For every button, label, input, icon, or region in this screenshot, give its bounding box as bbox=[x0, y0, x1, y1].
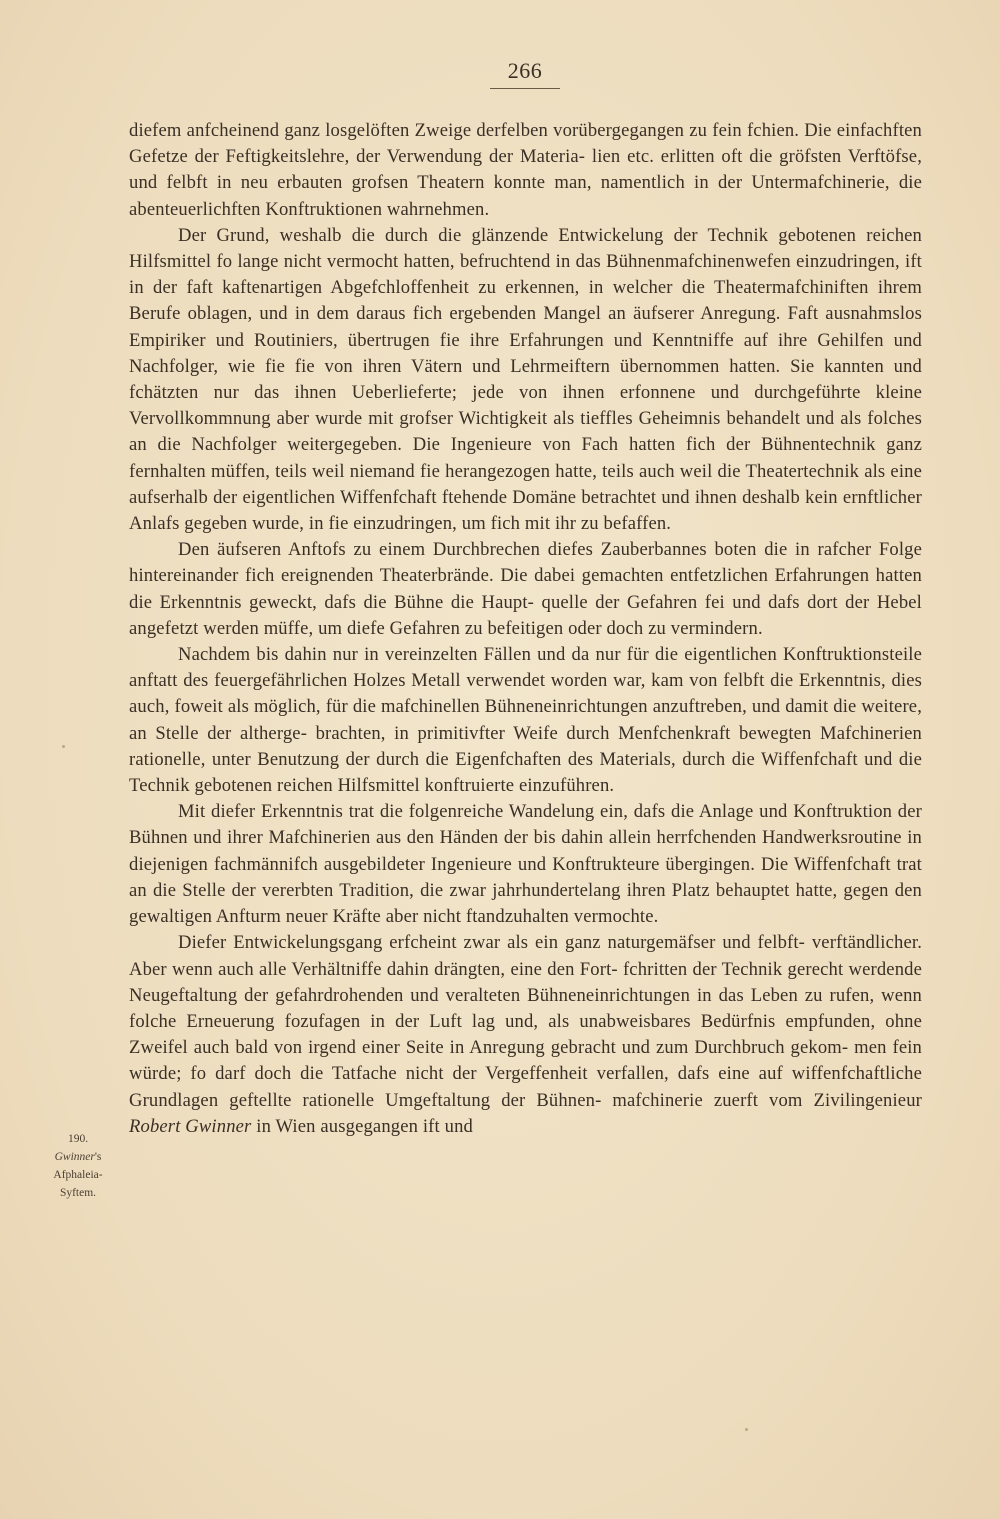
paragraph-4: Nachdem bis dahin nur in vereinzelten Fällen und da nur für die eigentlichen Konftruktionsteile anftatt des feuergefährlichen Holzes Metall verwendet worden war, kam von felbft die Erkenntnis, dies auch, foweit als möglich, für die mafchinellen Bühneneinrichtungen anzuftreben, und damit die weitere, an Stelle der altherge- brachten, in primitivfter Weife durch Menfchenkraft bewegten Mafchinerien rationelle, unter Benutzung der durch die Eigenfchaften des Materials, durch die Wiffenfchaft und die Technik gebotenen reichen Hilfsmittel konftruierte einzuführen. bbox=[129, 644, 922, 797]
margin-note-line-3: Syftem. bbox=[59, 1187, 97, 1199]
margin-note-number: 190. bbox=[67, 1133, 89, 1145]
paragraph-5: Mit diefer Erkenntnis trat die folgenreiche Wandelung ein, dafs die Anlage und Konftruktion der Bühnen und ihrer Mafchinerien aus den Händen der bis dahin allein herrfchenden Handwerksroutine in diejenigen fachmännifch ausgebildeter Ingenieure und Konftrukteure übergingen. Die Wiffenfchaft trat an die Stelle der vererbten Tradition, die zwar jahrhundertelang ihren Platz behauptet hatte, gegen den gewaltigen Anfturm neuer Kräfte aber nicht ftandzuhalten vermochte. bbox=[129, 801, 922, 928]
paper-speck bbox=[745, 1428, 748, 1431]
margin-note-name: Gwinner bbox=[54, 1151, 95, 1163]
margin-note-title bbox=[38, 1148, 118, 1166]
paragraph-6-text-end: in Wien ausgegangen ift und bbox=[256, 1115, 473, 1137]
margin-note-name-suffix: 's bbox=[94, 1151, 102, 1163]
paragraph-2: Der Grund, weshalb die durch die glänzende Entwickelung der Technik gebotenen reichen Hilfsmittel fo lange nicht vermocht hatten, befruchtend in das Bühnenmafchinenwefen einzudringen, ift in der faft kaftenartigen Abgefchloffenheit zu erkennen, in welcher die Theatermafchiniften ihrem Berufe oblagen, und in dem daraus fich ergebenden Mangel an äufserer Anregung. Faft ausnahmslos Empiriker und Routiniers, übertrugen fie ihre Erfahrungen und Kenntniffe auf ihre Gehilfen und Nachfolger, wie fie fie von ihren Vätern und Lehrmeiftern übernommen hatten. Sie kannten und fchätzten nur das ihnen Ueberlieferte; jede von ihnen erfonnene und durchgeführte kleine Vervollkommnung aber wurde mit grofser Wichtigkeit als tieffles Geheimnis behandelt und als folches an die Nachfolger weitergegeben. Die Ingenieure von Fach hatten fich der Bühnentechnik ganz fernhalten müffen, teils weil niemand fie herangezogen hatte, teils auch weil die Theatertechnik als eine aufserhalb der eigentlichen Wiffenfchaft ftehende Domäne betrachtet und ihnen deshalb kein ernftlicher Anlafs gegeben wurde, in fie einzudringen, um fich mit ihr zu befaffen. bbox=[129, 224, 922, 535]
paper-speck bbox=[62, 745, 65, 748]
margin-note-line-2: Afphaleia- bbox=[53, 1169, 103, 1181]
paragraph-3: Den äufseren Anftofs zu einem Durchbrechen diefes Zauberbannes boten die in rafcher Folge hintereinander fich ereignenden Theaterbrände. Die dabei gemachten entfetzlichen Erfahrungen hatten die Erkenntnis geweckt, dafs die Bühne die Haupt- quelle der Gefahren fei und dafs dort der Hebel angefetzt werden müffe, um diefe Gefahren zu befeitigen oder doch zu vermindern. bbox=[129, 539, 922, 639]
page-number: 266 bbox=[490, 58, 561, 89]
margin-note bbox=[38, 1130, 118, 1202]
body-text bbox=[129, 118, 922, 1140]
paragraph-6-text: Diefer Entwickelungsgang erfcheint zwar als ein ganz naturgemäfser und felbft- verftändlicher. Aber wenn auch alle Verhältniffe dahin drängten, eine den Fort- fchritten der Technik gerecht werdende Neugeftaltung der gefahrdrohenden und veralteten Bühneneinrichtungen in das Leben zu rufen, wenn folche Erneuerung fozufagen in der Luft lag und, als unabweisbares Bedürfnis empfunden, ohne Zweifel auch bald von irgend einer Seite in Anregung gebracht und zum Durchbruch gekom- men fein würde; fo darf doch die Tatfache nicht der Vergeffenheit verfallen, dafs eine auf wiffenfchaftliche Grundlagen geftellte rationelle Umgeftaltung der Bühnen- mafchinerie zuerft vom Zivilingenieur bbox=[129, 932, 922, 1111]
engineer-name: Robert Gwinner bbox=[129, 1115, 252, 1137]
paragraph-1: diefem anfcheinend ganz losgelöften Zweige derfelben vorübergegangen zu fein fchien. Die einfachften Gefetze der Feftigkeitslehre, der Verwendung der Materia- lien etc. erlitten oft die gröfsten Verftöfse, und felbft in neu erbauten grofsen Theatern konnte man, namentlich in der Untermafchinerie, die abenteuerlichften Konftruktionen wahrnehmen. bbox=[129, 120, 922, 220]
paragraph-6 bbox=[129, 930, 922, 1140]
page-header bbox=[0, 58, 1000, 89]
